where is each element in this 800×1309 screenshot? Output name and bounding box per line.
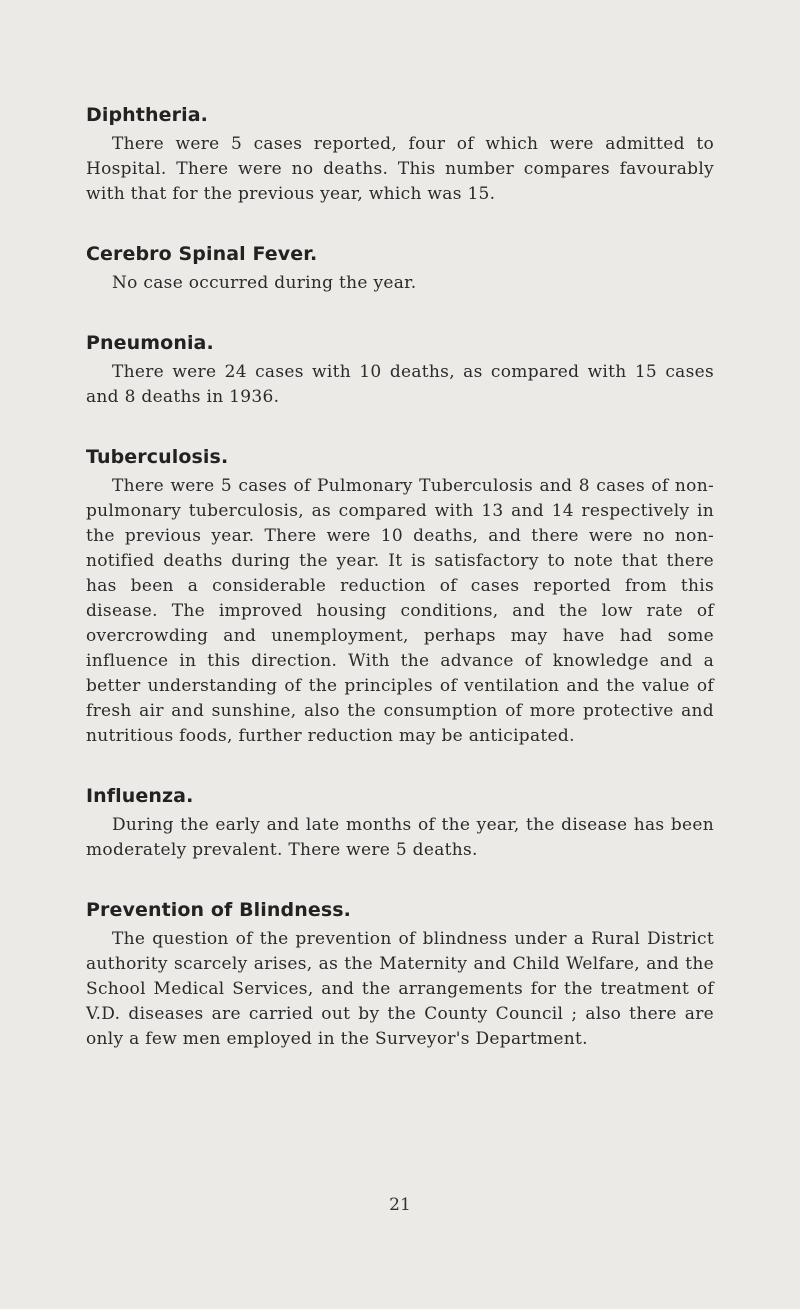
section-cerebro-spinal-fever bbox=[86, 243, 714, 296]
section-pneumonia bbox=[86, 332, 714, 410]
page-number: 21 bbox=[389, 1195, 411, 1215]
section-heading: Tuberculosis. bbox=[86, 446, 229, 468]
section-diphtheria bbox=[86, 104, 714, 207]
section-text: There were 5 cases of Pulmonary Tuberculosis and 8 cases of non-pulmonary tuberculosis, as compared with 13 and 14 respectively in the previous year. There were 10 deaths, and there were no non-notified deaths during the year. It is satisfactory to note that there has been a considerable reduction of cases reported from this disease. The improved housing conditions, and the low rate of overcrowding and unemployment, perhaps may have had some influence in this direction. With the advance of knowledge and a better understanding of the principles of ventilation and the value of fresh air and sunshine, also the consumption of more protective and nutritious foods, further reduction may be anticipated. bbox=[86, 476, 714, 746]
section-prevention-of-blindness bbox=[86, 899, 714, 1052]
section-text: There were 24 cases with 10 deaths, as compared with 15 cases and 8 deaths in 1936. bbox=[86, 362, 714, 407]
section-heading: Pneumonia. bbox=[86, 332, 214, 354]
section-text: The question of the prevention of blindness under a Rural District authority scarcely arises, as the Maternity and Child Welfare, and the School Medical Services, and the arrangements for the treatment of V.D. diseases are carried out by the County Council ; also there are only a few men employed in the Surveyor's Department. bbox=[86, 929, 714, 1049]
section-tuberculosis bbox=[86, 446, 714, 749]
section-text: No case occurred during the year. bbox=[112, 273, 417, 293]
section-heading: Cerebro Spinal Fever. bbox=[86, 243, 318, 265]
section-heading: Prevention of Blindness. bbox=[86, 899, 351, 921]
section-heading: Diphtheria. bbox=[86, 104, 208, 126]
section-text: During the early and late months of the year, the disease has been moderately prevalent. There were 5 deaths. bbox=[86, 815, 714, 860]
section-heading: Influenza. bbox=[86, 785, 194, 807]
section-text: There were 5 cases reported, four of which were admitted to Hospital. There were no deaths. This number compares favourably with that for the previous year, which was 15. bbox=[86, 134, 714, 204]
section-influenza bbox=[86, 785, 714, 863]
